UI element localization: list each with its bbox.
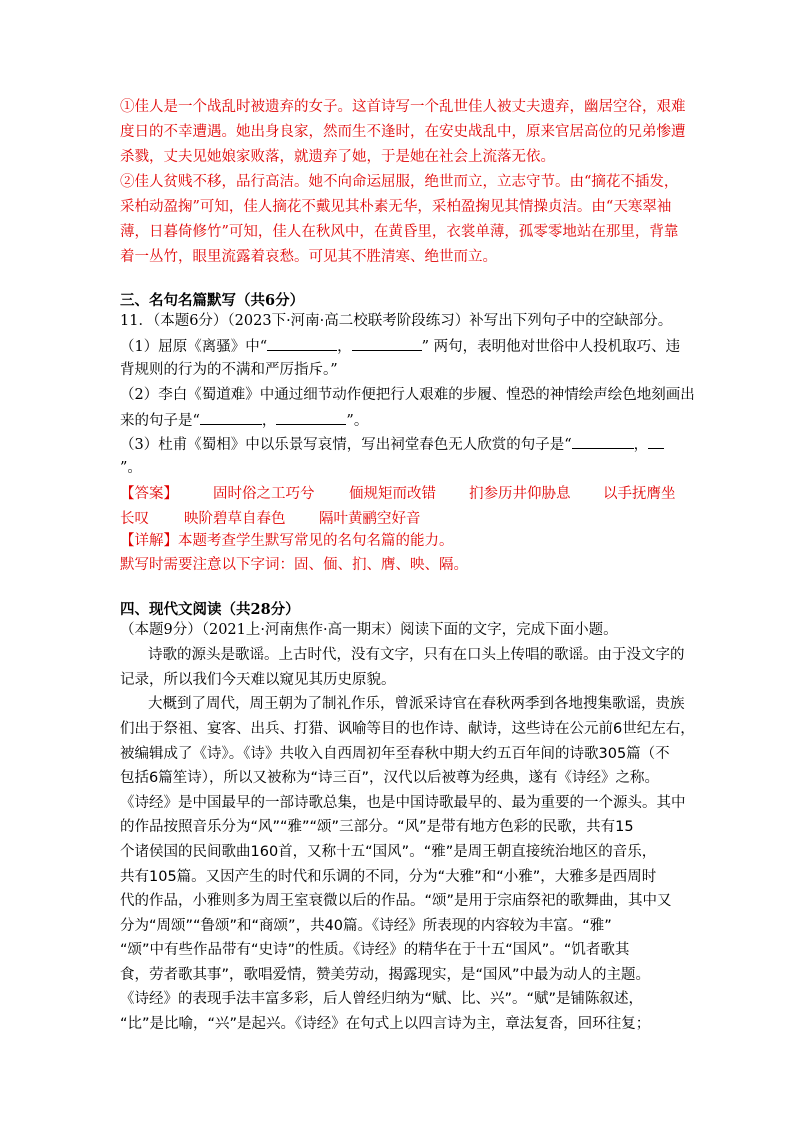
question-line — [120, 410, 368, 431]
answer-blank — [572, 434, 634, 449]
passage-line: 《诗经》的表现手法丰富多彩，后人曾经归纳为“赋、比、兴”。“赋”是铺陈叙述， — [120, 991, 644, 1007]
answer-blank — [648, 434, 664, 449]
analysis-line: 度日的不幸遭遇。她出身良家，然而生不逢时，在安史战乱中，原来官居高位的兄弟惨遭 — [120, 124, 686, 140]
section-heading: 三、名句名篇默写（共6分） — [120, 292, 305, 309]
analysis-line: 着一丛竹，眼里流露着哀愁。可见其不胜清寒、绝世而立。 — [120, 249, 497, 265]
analysis-line: ①佳人是一个战乱时被遗弃的女子。这首诗写一个乱世佳人被丈夫遗弃，幽居空谷，艰难 — [120, 99, 686, 115]
passage-line: 记录，所以我们今天难以窥见其历史原貌。 — [120, 672, 396, 688]
analysis-line: 薄，日暮倚修竹”可知，佳人在秋风中，在黄昏里，衣裳单薄，孤零零地站在那里，背靠 — [120, 224, 679, 240]
question-text: ”。 — [346, 413, 369, 429]
analysis-line: 杀戮，丈夫见她娘家败落，就遗弃了她，于是她在社会上流落无依。 — [120, 149, 555, 165]
passage-line: 食，劳者歌其事”，歌唱爱情，赞美劳动，揭露现实，是“国风”中最为动人的主题。 — [120, 967, 651, 983]
answer-item: 固时俗之工巧兮 — [213, 486, 315, 502]
detail-label: 【详解】 — [120, 533, 178, 549]
passage-line: 大概到了周代，周王朝为了制礼作乐，曾派采诗官在春秋两季到各地搜集歌谣，贵族 — [148, 696, 685, 712]
passage-line: “比”是比喻，“兴”是起兴。《诗经》在句式上以四言诗为主，章法复沓，回环往复； — [120, 1016, 651, 1032]
passage-line: 个诸侯国的民间歌曲160首，又称十五“国风”。“雅”是周王朝直接统治地区的音乐， — [120, 844, 657, 860]
question-line — [120, 434, 664, 455]
answer-blank — [276, 410, 346, 425]
passage-line: 代的作品，小雅则多为周王室衰微以后的作品。“颂”是用于宗庙祭祀的歌舞曲，其中又 — [120, 893, 672, 909]
answer-item: 以手抚膺坐 — [603, 486, 676, 502]
analysis-line: ②佳人贫贱不移，品行高洁。她不向命运屈服，绝世而立，立志守节。由“摘花不插发， — [120, 174, 679, 190]
answer-blank — [352, 336, 422, 351]
section-intro: （本题9分）（2021上·河南焦作·高一期末）阅读下面的文字，完成下面小题。 — [120, 622, 618, 638]
question-line: ”。 — [120, 460, 142, 476]
detail-text: 本题考查学生默写常见的名句名篇的能力。 — [178, 533, 454, 549]
question-line — [120, 336, 680, 357]
question-text: 来的句子是“ — [120, 413, 200, 429]
answer-item: 扪参历井仰胁息 — [469, 486, 571, 502]
answer-item: 长叹 — [120, 511, 149, 527]
passage-line: 被编辑成了《诗》。《诗》共收入自西周初年至春秋中期大约五百年间的诗歌305篇（不 — [120, 746, 670, 762]
question-text: ， — [261, 413, 277, 429]
detail-note: 默写时需要注意以下字词：固、偭、扪、膺、映、隔。 — [120, 557, 468, 573]
passage-line: 共有105篇。又因产生的时代和乐调的不同，分为“大雅”和“小雅”，大雅多是西周时 — [120, 869, 657, 885]
passage-line: 诗歌的源头是歌谣。上古时代，没有文字，只有在口头上传唱的歌谣。由于没文字的 — [148, 647, 685, 663]
passage-line: 包括6篇笙诗），所以又被称为“诗三百”，汉代以后被尊为经典，遂有《诗经》之称。 — [120, 770, 659, 786]
question-line: 背规则的行为的不满和严厉指斥。” — [120, 362, 338, 378]
question-text: （3）杜甫《蜀相》中以乐景写哀情，写出祠堂春色无人欣赏的句子是“ — [120, 437, 572, 453]
answer-blank — [267, 336, 337, 351]
passage-line: “颂”中有些作品带有“史诗”的性质。《诗经》的精华在于十五“国风”。“饥者歌其 — [120, 942, 630, 958]
passage-line: 分为“周颂”“鲁颂”和“商颂”，共40篇。《诗经》所表现的内容较为丰富。“雅” — [120, 918, 612, 934]
answer-blank — [200, 410, 262, 425]
analysis-line: 采柏动盈掬”可知，佳人摘花不戴见其朴素无华，采柏盈掬见其情操贞洁。由“天寒翠袖 — [120, 199, 672, 215]
question-text: （1）屈原《离骚》中“ — [120, 339, 268, 355]
answer-label: 【答案】 — [120, 486, 178, 502]
passage-line: 《诗经》是中国最早的一部诗歌总集，也是中国诗歌最早的、最为重要的一个源头。其中 — [120, 795, 686, 811]
answer-item: 映阶碧草自春色 — [184, 511, 286, 527]
passage-line: 的作品按照音乐分为“风”“雅”“颂”三部分。“风”是带有地方色彩的民歌，共有15 — [120, 819, 634, 835]
answer-item: 隔叶黄鹂空好音 — [319, 511, 421, 527]
question-intro: 11．（本题6分）（2023下·河南·高二校联考阶段练习）补写出下列句子中的空缺部分。 — [120, 313, 673, 329]
question-text: ” 两句，表明他对世俗中人投机取巧、违 — [421, 339, 681, 355]
question-text: ， — [337, 339, 352, 355]
section-heading: 四、现代文阅读（共28分） — [120, 601, 300, 618]
detail-line — [120, 531, 454, 551]
question-text: ， — [633, 437, 649, 453]
passage-line: 们出于祭祖、宴客、出兵、打猎、讽喻等目的也作诗、献诗，这些诗在公元前6世纪左右， — [120, 721, 695, 737]
answer-item: 偭规矩而改错 — [349, 486, 436, 502]
question-line: （2）李白《蜀道难》中通过细节动作便把行人艰难的步履、惶恐的神情绘声绘色地刻画出 — [120, 387, 695, 403]
